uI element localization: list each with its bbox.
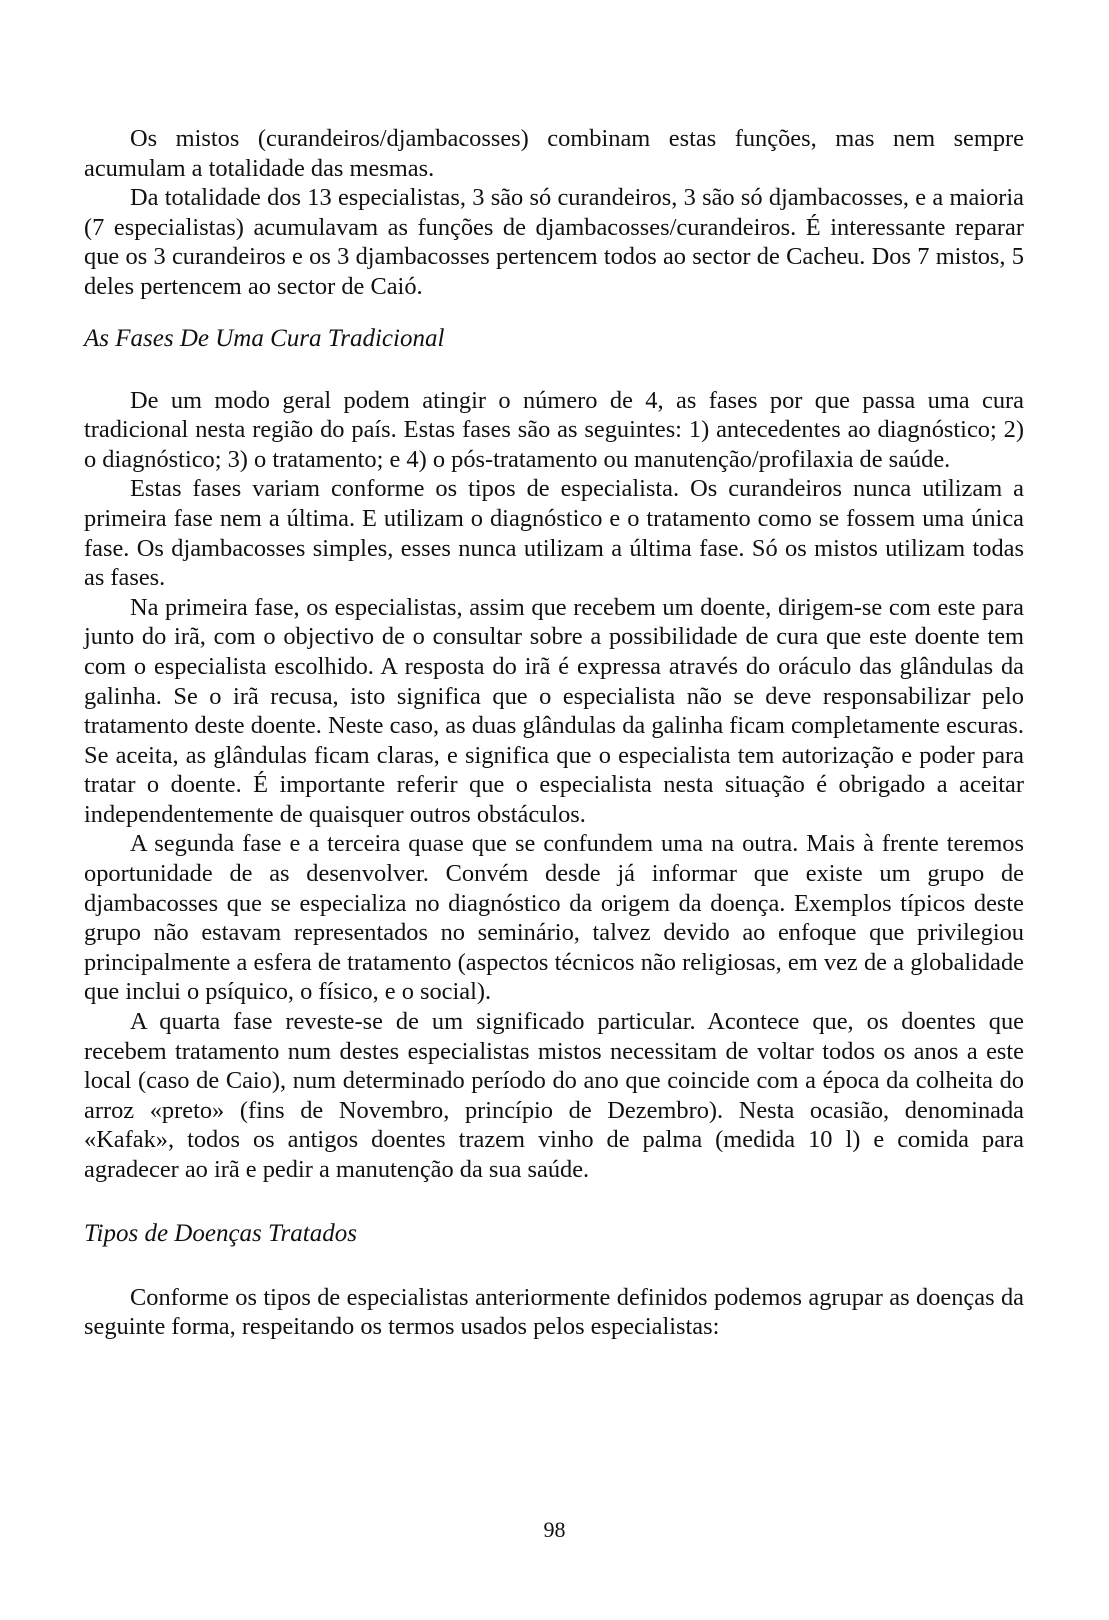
paragraph-fases-1: De um modo geral podem atingir o número de 4, as fases por que passa uma cura tradicional nesta região do país. Estas fases são as seguintes: 1) antecedentes ao diagnóstico; 2) o diagnóstico; 3) o tratamento; e 4) o pós-tratamento ou manutenção/profilaxia de saúde.	[84, 386, 1024, 473]
paragraph-fases-4: A segunda fase e a terceira quase que se confundem uma na outra. Mais à frente teremos oportunidade de as desenvolver. Convém desde já informar que existe um grupo de djambacosses que se especializa no diagnóstico da origem da doença. Exemplos típicos deste grupo não estavam representados no seminário, talvez devido ao enfoque que privilegiou principalmente a esfera de tratamento (aspectos técnicos não religiosas, em vez de a globalidade que inclui o psíquico, o físico, e o social).	[84, 830, 1024, 1006]
paragraph-totalidade: Da totalidade dos 13 especialistas, 3 são só curandeiros, 3 são só djambacosses, e a maioria (7 especialistas) acumulavam as funções de djambacosses/curandeiros. É interessante reparar que os 3 curandeiros e os 3 djambacosses pertencem todos ao sector de Cacheu. Dos 7 mistos, 5 deles pertencem ao sector de Caió.	[84, 184, 1024, 300]
paragraph-fases-3: Na primeira fase, os especialistas, assim que recebem um doente, dirigem-se com este para junto do irã, com o objectivo de o consultar sobre a possibilidade de cura que este doente tem com o especialista escolhido. A resposta do irã é expressa através do oráculo das glândulas da galinha. Se o irã recusa, isto significa que o especialista não se deve responsabilizar pelo tratamento deste doente. Neste caso, as duas glândulas da galinha ficam completamente escuras. Se aceita, as glândulas ficam claras, e significa que o especialista tem autorização e poder para tratar o doente. É importante referir que o especialista nesta situação é obrigado a aceitar independentemente de quaisquer outros obstáculos.	[84, 593, 1024, 828]
page-number: 98	[543, 1517, 566, 1542]
paragraph-mistos: Os mistos (curandeiros/djambacosses) combinam estas funções, mas nem sempre acumulam a totalidade das mesmas.	[84, 125, 1024, 182]
section-heading-fases: As Fases De Uma Cura Tradicional	[84, 324, 445, 352]
paragraph-fases-2: Estas fases variam conforme os tipos de especialista. Os curandeiros nunca utilizam a primeira fase nem a última. E utilizam o diagnóstico e o tratamento como se fossem uma única fase. Os djambacosses simples, esses nunca utilizam a última fase. Só os mistos utilizam todas as fases.	[84, 475, 1024, 592]
section-heading-doencas: Tipos de Doenças Tratados	[84, 1219, 357, 1247]
page-body	[84, 124, 1024, 1342]
paragraph-doencas-1: Conforme os tipos de especialistas anteriormente definidos podemos agrupar as doenças da seguinte forma, respeitando os termos usados pelos especialistas:	[84, 1283, 1024, 1341]
paragraph-fases-5: A quarta fase reveste-se de um significado particular. Acontece que, os doentes que recebem tratamento num destes especialistas mistos necessitam de voltar todos os anos a este local (caso de Caio), num determinado período do ano que coincide com a época da colheita do arroz «preto» (fins de Novembro, princípio de Dezembro). Nesta ocasião, denominada «Kafak», todos os antigos doentes trazem vinho de palma (medida 10 l) e comida para agradecer ao irã e pedir a manutenção da sua saúde.	[84, 1008, 1024, 1183]
